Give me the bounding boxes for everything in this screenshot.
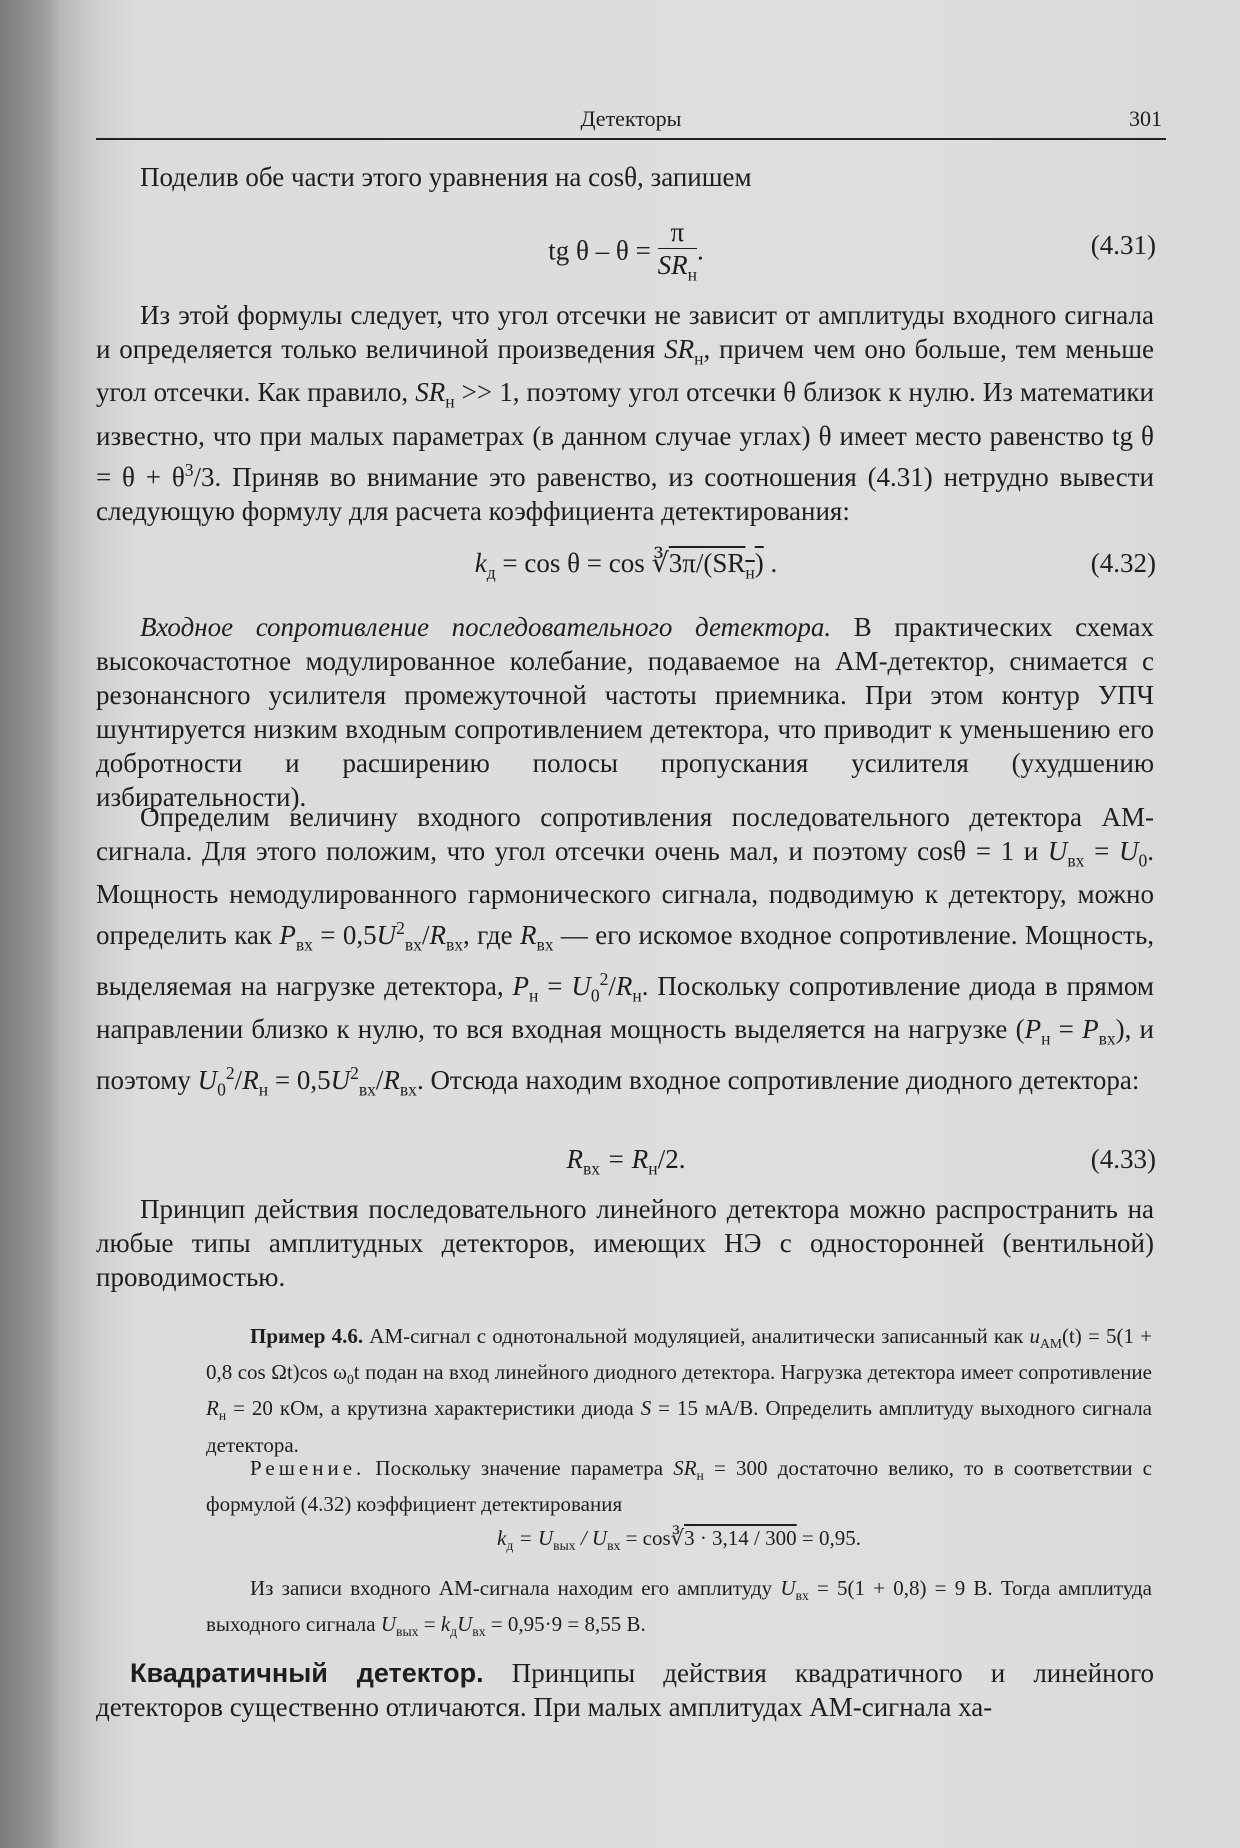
- solution-text-2: Из записи входного АМ-сигнала находим его амплитуду $U_{вх} = 5(1 + 0,8) = 9$ В. Тогда амплитуда выходного сигнала $U_{вых} = k_дU_{вх} = 0,95\cdot 9 = 8,55$ В.: [206, 1576, 1153, 1640]
- page-number: 301: [1129, 106, 1162, 131]
- header-title: Детекторы: [580, 106, 682, 131]
- running-header: [96, 104, 1166, 140]
- equation-number: (4.31): [1090, 230, 1156, 260]
- equation-4-32: $k_д = \cos \theta = \cos$ $∛3\pi/(SR_н)$ . (4.32): [474, 548, 1156, 583]
- paragraph-5: Принцип действия последовательного линейного детектора можно распространить на любые типы амплитудных детекторов, имеющих НЭ с односторонней (вентильной) проводимостью.: [96, 1194, 1154, 1292]
- solution-label: Решение.: [250, 1456, 366, 1480]
- equation-number: (4.32): [1090, 548, 1156, 578]
- fraction: $\frac{\pi}{SR_н}$: [657, 217, 697, 285]
- equation-4-31: tg θ – θ = $\frac{\pi}{SR_н}$ . (4.31): [96, 216, 1156, 272]
- solution-text: Решение. Поскольку значение параметра $SR_н = 300$ достаточно велико, то в соответствии с формулой (4.32) коэффициент детектирования: [206, 1456, 1152, 1517]
- section-title-bold: Квадратичный детектор.: [130, 1658, 484, 1688]
- equation-number: (4.33): [1090, 1144, 1156, 1174]
- paragraph-2: Из этой формулы следует, что угол отсечки не зависит от амплитуды входного сигнала и определяется только величиной произведения $SR_н$, причем чем оно больше, тем меньше угол отсечки. Как правило, $SR_н >> 1$, поэтому угол отсечки θ близок к нулю. Из математики известно, что при малых параметрах (в данном случае углах) θ имеет место равенство tg $\theta = \theta + \theta^3/3$. Приняв во внимание это равенство, из соотношения (4.31) нетрудно вывести следующую формулу для расчета коэффициента детектирования:: [96, 300, 1154, 526]
- paragraph-6: Квадратичный детектор. Принципы действия квадратичного и линейного детекторов существенно отличаются. При малых амплитудах АМ-сигнала ха-: [96, 1658, 1154, 1722]
- book-binding-shadow: [0, 0, 60, 1848]
- example-4-6: Пример 4.6. АМ-сигнал с однотональной модуляцией, аналитически записанный как $u_{AM}(t) = 5(1 + 0,8$ cos Ωt)cos $\omega_0t$ подан на вход линейного диодного детектора. Нагрузка детектора имеет сопротивление $R_н = 20$ кОм, а крутизна характеристики диода S = 15 мА/В. Определить амплитуду выходного сигнала детектора.: [206, 1324, 1153, 1457]
- paragraph-1: Поделив обе части этого уравнения на cosθ, запишем: [140, 162, 752, 192]
- section-title: Входное сопротивление последовательного детектора.: [140, 612, 832, 642]
- paragraph-4: Определим величину входного сопротивления последовательного детектора АМ-сигнала. Для этого положим, что угол отсечки очень мал, и поэтому cosθ = 1 и $U_{вх} = U_0$. Мощность немодулированного гармонического сигнала, подводимую к детектору, можно определить как $P_{вх} = 0,5U^2_{вх}/R_{вх}$, где $R_{вх}$ — его искомое входное сопротивление. Мощность, выделяемая на нагрузке детектора, $P_н = U_0^2/R_н$. Поскольку сопротивление диода в прямом направлении близко к нулю, то вся входная мощность выделяется на нагрузке $(P_н = P_{вх})$, и поэтому $U_0^2/R_н = 0,5U^2_{вх}/R_{вх}$. Отсюда находим входное сопротивление диодного детектора:: [96, 802, 1155, 1099]
- example-label: Пример 4.6.: [250, 1324, 364, 1348]
- solution-equation: $k_д = U_{вых} / U_{вх}$ = cos∛3 · 3,14 / 300 = 0,95.: [497, 1526, 861, 1554]
- paragraph-3: Входное сопротивление последовательного детектора. В практических схемах высокочастотное модулированное колебание, подаваемое на АМ-детектор, снимается с резонансного усилителя промежуточной частоты приемника. При этом контур УПЧ шунтируется низким входным сопротивлением детектора, что приводит к уменьшению его добротности и расширению полосы пропускания усилителя (ухудшению избирательности).: [96, 612, 1154, 812]
- equation-4-33: $R_{вх} = R_н/2$. (4.33): [566, 1144, 1156, 1179]
